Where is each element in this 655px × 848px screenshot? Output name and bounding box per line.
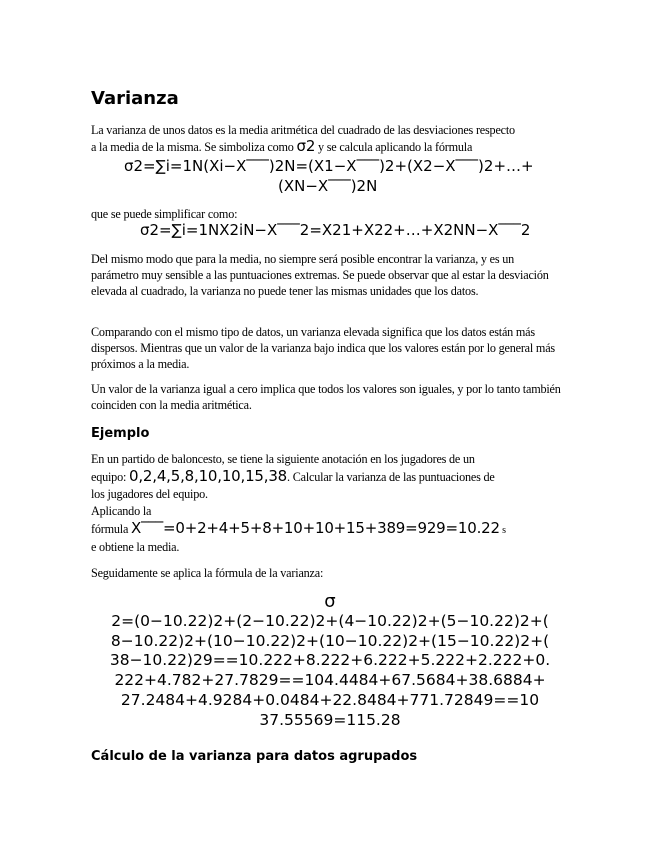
mean-formula: X‾‾‾=0+2+4+5+8+10+10+15+389=929=10.22	[131, 519, 500, 537]
variance-sigma-symbol: σ	[324, 591, 336, 612]
simplified-formula: σ2=∑i=1NX2iN−X‾‾‾2=X21+X22+…+X2NN−X‾‾‾2	[140, 221, 531, 239]
calc-line: 222+4.782+27.7829==104.4484+67.5684+38.6884+	[114, 671, 546, 690]
sigma-symbol: σ2	[296, 137, 316, 155]
section-heading-agrupados: Cálculo de la varianza para datos agrupados	[91, 749, 418, 764]
example-line-4: Aplicando la	[91, 504, 152, 518]
section-heading-ejemplo: Ejemplo	[91, 426, 150, 441]
example-text-end: s	[499, 525, 506, 536]
example-paragraph	[91, 451, 563, 556]
calc-line: 27.2484+4.9284+0.0484+22.8484+771.72849==10	[120, 690, 540, 709]
variance-formula-line-2: (XN−X‾‾‾)2N	[278, 177, 378, 195]
example-text: fórmula	[91, 522, 132, 536]
example-values: 0,2,4,5,8,10,10,15,38	[129, 467, 288, 485]
variance-calculation	[70, 612, 590, 730]
example-line-2	[91, 468, 563, 486]
page-title: Varianza	[91, 88, 179, 109]
calc-line: 8−10.22)2+(10−10.22)2+(10−10.22)2+(15−10.22)2+(	[110, 631, 550, 650]
example-line-1: En un partido de baloncesto, se tiene la siguiente anotación en los jugadores de un	[91, 452, 475, 466]
example-text-end: . Calcular la varianza de las puntuaciones de	[287, 470, 495, 484]
example-text: equipo:	[91, 470, 130, 484]
example-line-5	[91, 520, 563, 539]
calc-line: 2=(0−10.22)2+(2−10.22)2+(4−10.22)2+(5−10.22)2+(	[111, 612, 549, 630]
calc-line: 37.55569=115.28	[259, 710, 401, 729]
variance-formula-line-1: σ2=∑i=1N(Xi−X‾‾‾)2N=(X1−X‾‾‾)2+(X2−X‾‾‾)2+…+	[124, 157, 534, 175]
paragraph-zero-variance: Un valor de la varianza igual a cero implica que todos los valores son iguales, y por lo tanto también coinciden con la media aritmética.	[91, 382, 561, 412]
paragraph-apply-formula: Seguidamente se aplica la fórmula de la varianza:	[91, 566, 324, 580]
paragraph-simplify: que se puede simplificar como:	[91, 207, 238, 221]
example-line-6: e obtiene la media.	[91, 540, 180, 554]
calc-line: 38−10.22)29==10.222+8.222+6.222+5.222+2.222+0.	[109, 651, 551, 670]
definition-line-2	[91, 138, 563, 155]
definition-line-1: La varianza de unos datos es la media aritmética del cuadrado de las desviaciones respecto	[91, 123, 515, 137]
paragraph-definition	[91, 122, 563, 155]
paragraph-properties: Del mismo modo que para la media, no siempre será posible encontrar la varianza, y es un parámetro muy sensible a las puntuaciones extremas. Se puede observar que al estar la desviación elevada al cuadrado, la varianza no puede tener las mismas unidades que los datos.	[91, 252, 549, 298]
definition-text-end: y se calcula aplicando la fórmula	[315, 140, 473, 154]
definition-text: a la media de la misma. Se simboliza como	[91, 140, 297, 154]
example-line-3: los jugadores del equipo.	[91, 487, 208, 501]
paragraph-comparison: Comparando con el mismo tipo de datos, un varianza elevada significa que los datos están más dispersos. Mientras que un valor de la varianza bajo indica que los valores están por lo general más próximos a la media.	[91, 325, 555, 371]
